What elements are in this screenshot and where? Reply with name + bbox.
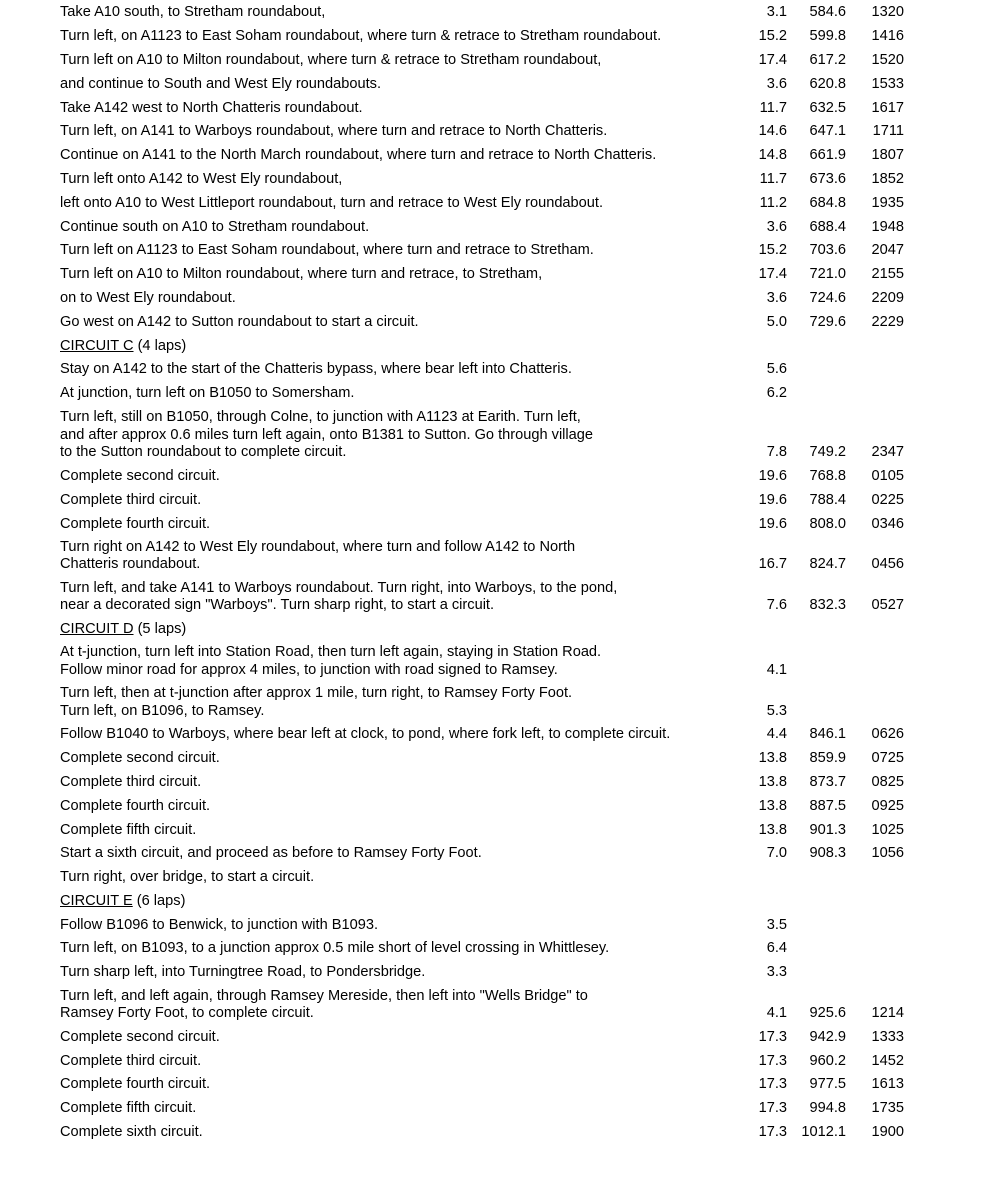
step-instruction: Turn left, still on B1050, through Colne, to junction with A1123 at Earith. Turn left, and after approx 0.6 miles turn left again, onto B1381 to Sutton. Go through village to the Sutton roundabout to complete circuit. [60,409,594,461]
step-instruction: Start a sixth circuit, and proceed as before to Ramsey Forty Foot. [60,845,482,862]
arrival-time: 0346 [871,515,904,532]
cumulative-distance: 729.6 [809,313,846,330]
route-step-row [0,844,1000,868]
step-instruction: Turn left onto A142 to West Ely roundabout, [60,170,343,187]
cumulative-distance: 859.9 [809,750,846,767]
route-step-row [0,514,1000,538]
cumulative-distance: 688.4 [809,218,846,235]
step-distance: 19.6 [758,515,787,532]
step-distance: 17.4 [758,51,787,68]
arrival-time: 1948 [871,218,904,235]
route-step-row [0,360,1000,384]
step-instruction: Continue on A141 to the North March roundabout, where turn and retrace to North Chatteris. [60,147,657,164]
cumulative-distance: 977.5 [809,1076,846,1093]
route-step-row [0,408,1000,467]
step-instruction: Take A10 south, to Stretham roundabout, [60,4,326,21]
circuit-heading-text [60,621,750,638]
arrival-time: 0626 [871,726,904,743]
route-step-row [0,217,1000,241]
arrival-time: 0925 [871,797,904,814]
step-instruction: Complete fifth circuit. [60,821,197,838]
step-instruction: Follow B1096 to Benwick, to junction with B1093. [60,916,378,933]
circuit-title: CIRCUIT E [60,892,133,909]
step-instruction: Stay on A142 to the start of the Chatteris bypass, where bear left into Chatteris. [60,361,572,378]
step-distance: 11.7 [759,99,787,116]
circuit-heading [0,336,1000,360]
step-distance: 14.8 [758,147,787,164]
cumulative-distance: 925.6 [809,1005,846,1022]
step-instruction: Complete third circuit. [60,773,202,790]
circuit-title: CIRCUIT C [60,337,134,354]
route-step-row [0,820,1000,844]
step-instruction: Turn sharp left, into Turningtree Road, to Pondersbridge. [60,964,426,981]
route-step-row [0,684,1000,725]
route-step-row [0,939,1000,963]
step-distance: 5.6 [766,361,787,378]
arrival-time: 1025 [871,821,904,838]
step-distance: 7.0 [766,845,787,862]
step-instruction: Turn right, over bridge, to start a circuit. [60,869,315,886]
route-step-row [0,265,1000,289]
step-instruction: Complete fourth circuit. [60,797,211,814]
arrival-time: 1452 [871,1052,904,1069]
step-instruction: Complete third circuit. [60,1052,202,1069]
arrival-time: 1056 [871,845,904,862]
cumulative-distance: 703.6 [809,242,846,259]
step-distance: 5.0 [766,313,787,330]
cumulative-distance: 617.2 [809,51,846,68]
arrival-time: 1735 [871,1100,904,1117]
cumulative-distance: 749.2 [809,444,846,461]
cumulative-distance: 673.6 [809,170,846,187]
route-step-row [0,74,1000,98]
route-step-row [0,1123,1000,1147]
arrival-time: 1617 [871,99,904,116]
cumulative-distance: 887.5 [809,797,846,814]
step-distance: 17.3 [758,1076,787,1093]
cumulative-distance: 873.7 [809,773,846,790]
step-instruction: Take A142 west to North Chatteris roundabout. [60,99,363,116]
step-instruction: Complete fourth circuit. [60,1076,211,1093]
circuit-laps: (4 laps) [133,337,187,354]
route-step-row [0,868,1000,892]
step-instruction: Turn left, on A1123 to East Soham roundabout, where turn & retrace to Stretham roundabout. [60,28,662,45]
step-instruction: Turn left on A10 to Milton roundabout, where turn & retrace to Stretham roundabout, [60,51,602,68]
step-distance: 3.1 [766,4,787,21]
circuit-heading [0,892,1000,916]
arrival-time: 0825 [871,773,904,790]
arrival-time: 1900 [871,1124,904,1141]
route-step-row [0,146,1000,170]
route-step-row [0,725,1000,749]
route-step-row [0,1099,1000,1123]
step-distance: 3.6 [766,75,787,92]
step-distance: 16.7 [758,556,787,573]
arrival-time: 0527 [871,597,904,614]
step-instruction: on to West Ely roundabout. [60,289,236,306]
route-step-row [0,963,1000,987]
step-instruction: Complete second circuit. [60,1028,220,1045]
step-instruction: Complete fourth circuit. [60,515,211,532]
step-instruction: Complete second circuit. [60,750,220,767]
step-distance: 15.2 [758,242,787,259]
cumulative-distance: 724.6 [809,289,846,306]
arrival-time: 1214 [871,1005,904,1022]
route-step-row [0,27,1000,51]
step-instruction: Complete sixth circuit. [60,1124,203,1141]
cumulative-distance: 620.8 [809,75,846,92]
step-distance: 13.8 [758,773,787,790]
step-distance: 4.4 [766,726,787,743]
step-distance: 13.8 [758,821,787,838]
route-step-row [0,3,1000,27]
step-instruction: Turn right on A142 to West Ely roundabout, where turn and follow A142 to North Chatteris roundabout. [60,538,576,573]
step-instruction: Continue south on A10 to Stretham roundabout. [60,218,370,235]
route-step-row [0,915,1000,939]
step-distance: 14.6 [758,123,787,140]
arrival-time: 1533 [871,75,904,92]
route-step-row [0,1075,1000,1099]
arrival-time: 2229 [871,313,904,330]
route-step-row [0,579,1000,620]
arrival-time: 0225 [871,491,904,508]
step-distance: 19.6 [758,467,787,484]
step-distance: 3.3 [766,964,787,981]
step-instruction: Complete fifth circuit. [60,1100,197,1117]
step-distance: 15.2 [758,28,787,45]
cumulative-distance: 901.3 [809,821,846,838]
arrival-time: 1852 [871,170,904,187]
route-step-row [0,796,1000,820]
route-step-row [0,241,1000,265]
circuit-laps: (6 laps) [132,892,186,909]
cumulative-distance: 808.0 [809,515,846,532]
arrival-time: 0105 [871,467,904,484]
step-instruction: Turn left, on A141 to Warboys roundabout, where turn and retrace to North Chatteris. [60,123,608,140]
arrival-time: 1613 [871,1076,904,1093]
route-step-row [0,490,1000,514]
cumulative-distance: 788.4 [809,491,846,508]
step-instruction: At junction, turn left on B1050 to Somersham. [60,385,355,402]
arrival-time: 1520 [871,51,904,68]
circuit-laps: (5 laps) [133,620,187,637]
cumulative-distance: 832.3 [809,597,846,614]
cumulative-distance: 632.5 [809,99,846,116]
step-distance: 5.3 [766,702,787,719]
cumulative-distance: 721.0 [809,266,846,283]
step-instruction: Turn left on A10 to Milton roundabout, where turn and retrace, to Stretham, [60,266,543,283]
arrival-time: 0456 [871,556,904,573]
step-distance: 3.6 [766,218,787,235]
arrival-time: 2047 [871,242,904,259]
cumulative-distance: 584.6 [809,4,846,21]
route-step-row [0,51,1000,75]
arrival-time: 1807 [871,147,904,164]
step-distance: 13.8 [758,797,787,814]
route-step-row [0,170,1000,194]
route-step-row [0,384,1000,408]
arrival-time: 1935 [871,194,904,211]
step-instruction: Follow B1040 to Warboys, where bear left at clock, to pond, where fork left, to complete circuit. [60,726,671,743]
route-step-row [0,1051,1000,1075]
route-step-row [0,312,1000,336]
route-step-row [0,987,1000,1028]
step-distance: 4.1 [766,661,787,678]
route-step-row [0,193,1000,217]
step-instruction: At t-junction, turn left into Station Road, then turn left again, staying in Station Road. Follow minor road for approx 4 miles, to junction with road signed to Ramsey. [60,644,602,678]
step-instruction: Turn left on A1123 to East Soham roundabout, where turn and retrace to Stretham. [60,242,594,259]
step-instruction: and continue to South and West Ely roundabouts. [60,75,382,92]
step-instruction: Complete second circuit. [60,467,220,484]
step-distance: 6.4 [766,940,787,957]
route-step-row [0,467,1000,491]
route-step-row [0,643,1000,684]
arrival-time: 2155 [871,266,904,283]
cumulative-distance: 647.1 [809,123,846,140]
cumulative-distance: 994.8 [809,1100,846,1117]
step-distance: 17.3 [758,1028,787,1045]
step-distance: 7.8 [766,444,787,461]
route-step-row [0,773,1000,797]
step-instruction: Turn left, on B1093, to a junction approx 0.5 mile short of level crossing in Whittlesey. [60,940,610,957]
cumulative-distance: 768.8 [809,467,846,484]
circuit-heading [0,620,1000,644]
route-step-row [0,289,1000,313]
step-distance: 7.6 [766,597,787,614]
route-step-row [0,749,1000,773]
cumulative-distance: 1012.1 [801,1124,846,1141]
circuit-title: CIRCUIT D [60,620,134,637]
step-distance: 11.2 [759,194,787,211]
route-step-row [0,98,1000,122]
step-distance: 11.7 [759,170,787,187]
step-instruction: Turn left, and take A141 to Warboys roundabout. Turn right, into Warboys, to the pond, near a decorated sign "Warboys". Turn sharp right, to start a circuit. [60,579,618,614]
arrival-time: 1333 [871,1028,904,1045]
cumulative-distance: 661.9 [809,147,846,164]
step-instruction: Turn left, then at t-junction after approx 1 mile, turn right, to Ramsey Forty Foot. Turn left, on B1096, to Ramsey. [60,685,573,719]
arrival-time: 1416 [871,28,904,45]
arrival-time: 1320 [871,4,904,21]
step-distance: 3.6 [766,289,787,306]
cumulative-distance: 960.2 [809,1052,846,1069]
cumulative-distance: 684.8 [809,194,846,211]
step-distance: 17.4 [758,266,787,283]
arrival-time: 2209 [871,289,904,306]
arrival-time: 1711 [872,123,904,140]
step-distance: 4.1 [766,1005,787,1022]
step-distance: 17.3 [758,1052,787,1069]
step-distance: 17.3 [758,1124,787,1141]
cumulative-distance: 846.1 [809,726,846,743]
step-instruction: Complete third circuit. [60,491,202,508]
step-instruction: left onto A10 to West Littleport roundabout, turn and retrace to West Ely roundabout. [60,194,604,211]
route-step-row [0,1027,1000,1051]
route-step-row [0,538,1000,579]
step-distance: 6.2 [766,385,787,402]
cumulative-distance: 942.9 [809,1028,846,1045]
circuit-heading-text [60,893,750,910]
arrival-time: 2347 [871,444,904,461]
arrival-time: 0725 [871,750,904,767]
cumulative-distance: 908.3 [809,845,846,862]
circuit-heading-text [60,338,750,355]
step-distance: 17.3 [758,1100,787,1117]
route-step-row [0,122,1000,146]
step-instruction: Go west on A142 to Sutton roundabout to start a circuit. [60,313,419,330]
cumulative-distance: 824.7 [809,556,846,573]
step-instruction: Turn left, and left again, through Ramsey Mereside, then left into "Wells Bridge" to Ramsey Forty Foot, to complete circuit. [60,987,588,1022]
step-distance: 13.8 [758,750,787,767]
step-distance: 3.5 [766,916,787,933]
cumulative-distance: 599.8 [809,28,846,45]
step-distance: 19.6 [758,491,787,508]
